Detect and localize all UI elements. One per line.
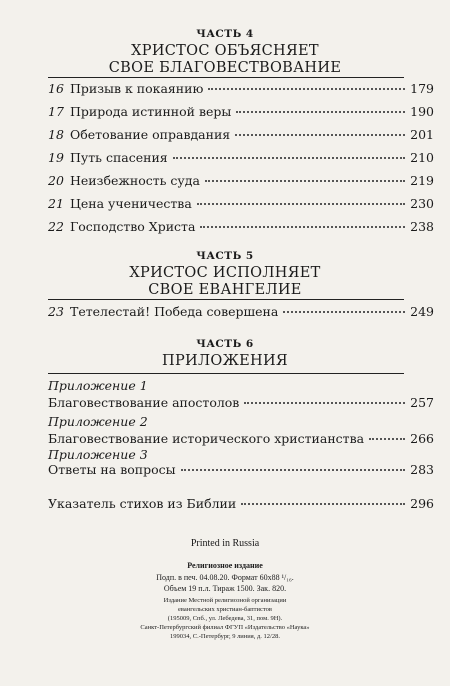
- imprint-line: Издание Местной религиозной организации: [163, 597, 287, 604]
- imprint-line: (195009, Спб., ул. Лебедева, 31, пом. 9Н).: [167, 615, 283, 622]
- toc-entry[interactable]: [48, 462, 434, 480]
- entry-number: 22: [48, 219, 64, 234]
- entry-title: Обетование оправдания: [70, 127, 231, 142]
- imprint-line: 199034, С.-Петербург, 9 линия, д. 12/28.: [170, 633, 280, 640]
- entry-page: 296: [410, 496, 434, 511]
- part5-title-line2: СВОЕ ЕВАНГЕЛИЕ: [148, 282, 302, 298]
- toc-entry[interactable]: [48, 395, 434, 413]
- entry-page: 219: [410, 173, 434, 188]
- part4-divider: [48, 77, 404, 78]
- appendix-label: Приложение 1: [48, 378, 148, 393]
- dot-leader: [200, 226, 405, 228]
- toc-entry-index[interactable]: [48, 496, 434, 514]
- entry-number: 21: [48, 196, 64, 211]
- entry-title: Путь спасения: [70, 150, 168, 165]
- entry-page: 238: [410, 219, 434, 234]
- part6-divider: [48, 373, 404, 374]
- entry-page: 179: [410, 81, 434, 96]
- imprint-line: Объем 19 п.л. Тираж 1500. Зак. 820.: [163, 584, 287, 593]
- entry-title: Призыв к покаянию: [70, 81, 204, 96]
- dot-leader: [283, 311, 405, 313]
- entry-page: 266: [410, 431, 434, 446]
- entry-page: 257: [410, 395, 434, 410]
- toc-entry[interactable]: [48, 81, 434, 99]
- dot-leader: [181, 469, 405, 471]
- entry-title: Господство Христа: [70, 219, 196, 234]
- entry-number: 19: [48, 150, 64, 165]
- toc-entry[interactable]: [48, 127, 434, 145]
- dot-leader: [369, 438, 405, 440]
- entry-number: 16: [48, 81, 64, 96]
- dot-leader: [236, 111, 405, 113]
- imprint-heading: Религиозное издание: [187, 561, 263, 570]
- entry-number: 18: [48, 127, 64, 142]
- entry-title: Благовествование апостолов: [48, 395, 240, 410]
- entry-title: Ответы на вопросы: [48, 462, 176, 477]
- toc-entry[interactable]: [48, 104, 434, 122]
- entry-number: 23: [48, 304, 64, 319]
- entry-title: Указатель стихов из Библии: [48, 496, 237, 511]
- dot-leader: [197, 203, 405, 205]
- part5-title-line1: ХРИСТОС ИСПОЛНЯЕТ: [129, 265, 321, 281]
- part6-title: ПРИЛОЖЕНИЯ: [162, 353, 288, 369]
- part5-label: ЧАСТЬ 5: [196, 250, 254, 262]
- entry-number: 17: [48, 104, 64, 119]
- imprint-line: евангельских христиан-баптистов: [178, 606, 272, 613]
- imprint-line: Санкт-Петербургский филиал ФГУП «Издательство «Наука»: [140, 624, 310, 631]
- entry-page: 210: [410, 150, 434, 165]
- appendix-label: Приложение 3: [48, 447, 148, 462]
- part4-title-line1: ХРИСТОС ОБЪЯСНЯЕТ: [131, 43, 319, 59]
- dot-leader: [244, 402, 405, 404]
- entry-page: 201: [410, 127, 434, 142]
- entry-page: 190: [410, 104, 434, 119]
- part4-title-line2: СВОЕ БЛАГОВЕСТВОВАНИЕ: [108, 60, 342, 76]
- toc-entry[interactable]: [48, 304, 434, 322]
- printed-in: Printed in Russia: [190, 538, 260, 549]
- toc-entry[interactable]: [48, 196, 434, 214]
- dot-leader: [173, 157, 405, 159]
- dot-leader: [235, 134, 405, 136]
- toc-entry[interactable]: [48, 150, 434, 168]
- entry-title: Тетелестай! Победа совершена: [70, 304, 279, 319]
- dot-leader: [205, 180, 405, 182]
- toc-entry[interactable]: [48, 173, 434, 191]
- entry-number: 20: [48, 173, 64, 188]
- entry-title: Неизбежность суда: [70, 173, 200, 188]
- entry-title: Природа истинной веры: [70, 104, 232, 119]
- dot-leader: [241, 503, 405, 505]
- appendix-label: Приложение 2: [48, 414, 148, 429]
- imprint-line: Подп. в печ. 04.08.20. Формат 60х88 ¹/₁₆.: [156, 573, 294, 582]
- dot-leader: [208, 88, 405, 90]
- part6-label: ЧАСТЬ 6: [196, 338, 254, 350]
- entry-page: 230: [410, 196, 434, 211]
- entry-page: 249: [410, 304, 434, 319]
- toc-entry[interactable]: [48, 219, 434, 237]
- entry-title: Цена ученичества: [70, 196, 192, 211]
- entry-title: Благовествование исторического христианства: [48, 431, 365, 446]
- entry-page: 283: [410, 462, 434, 477]
- part5-divider: [48, 299, 404, 300]
- part4-label: ЧАСТЬ 4: [196, 28, 254, 40]
